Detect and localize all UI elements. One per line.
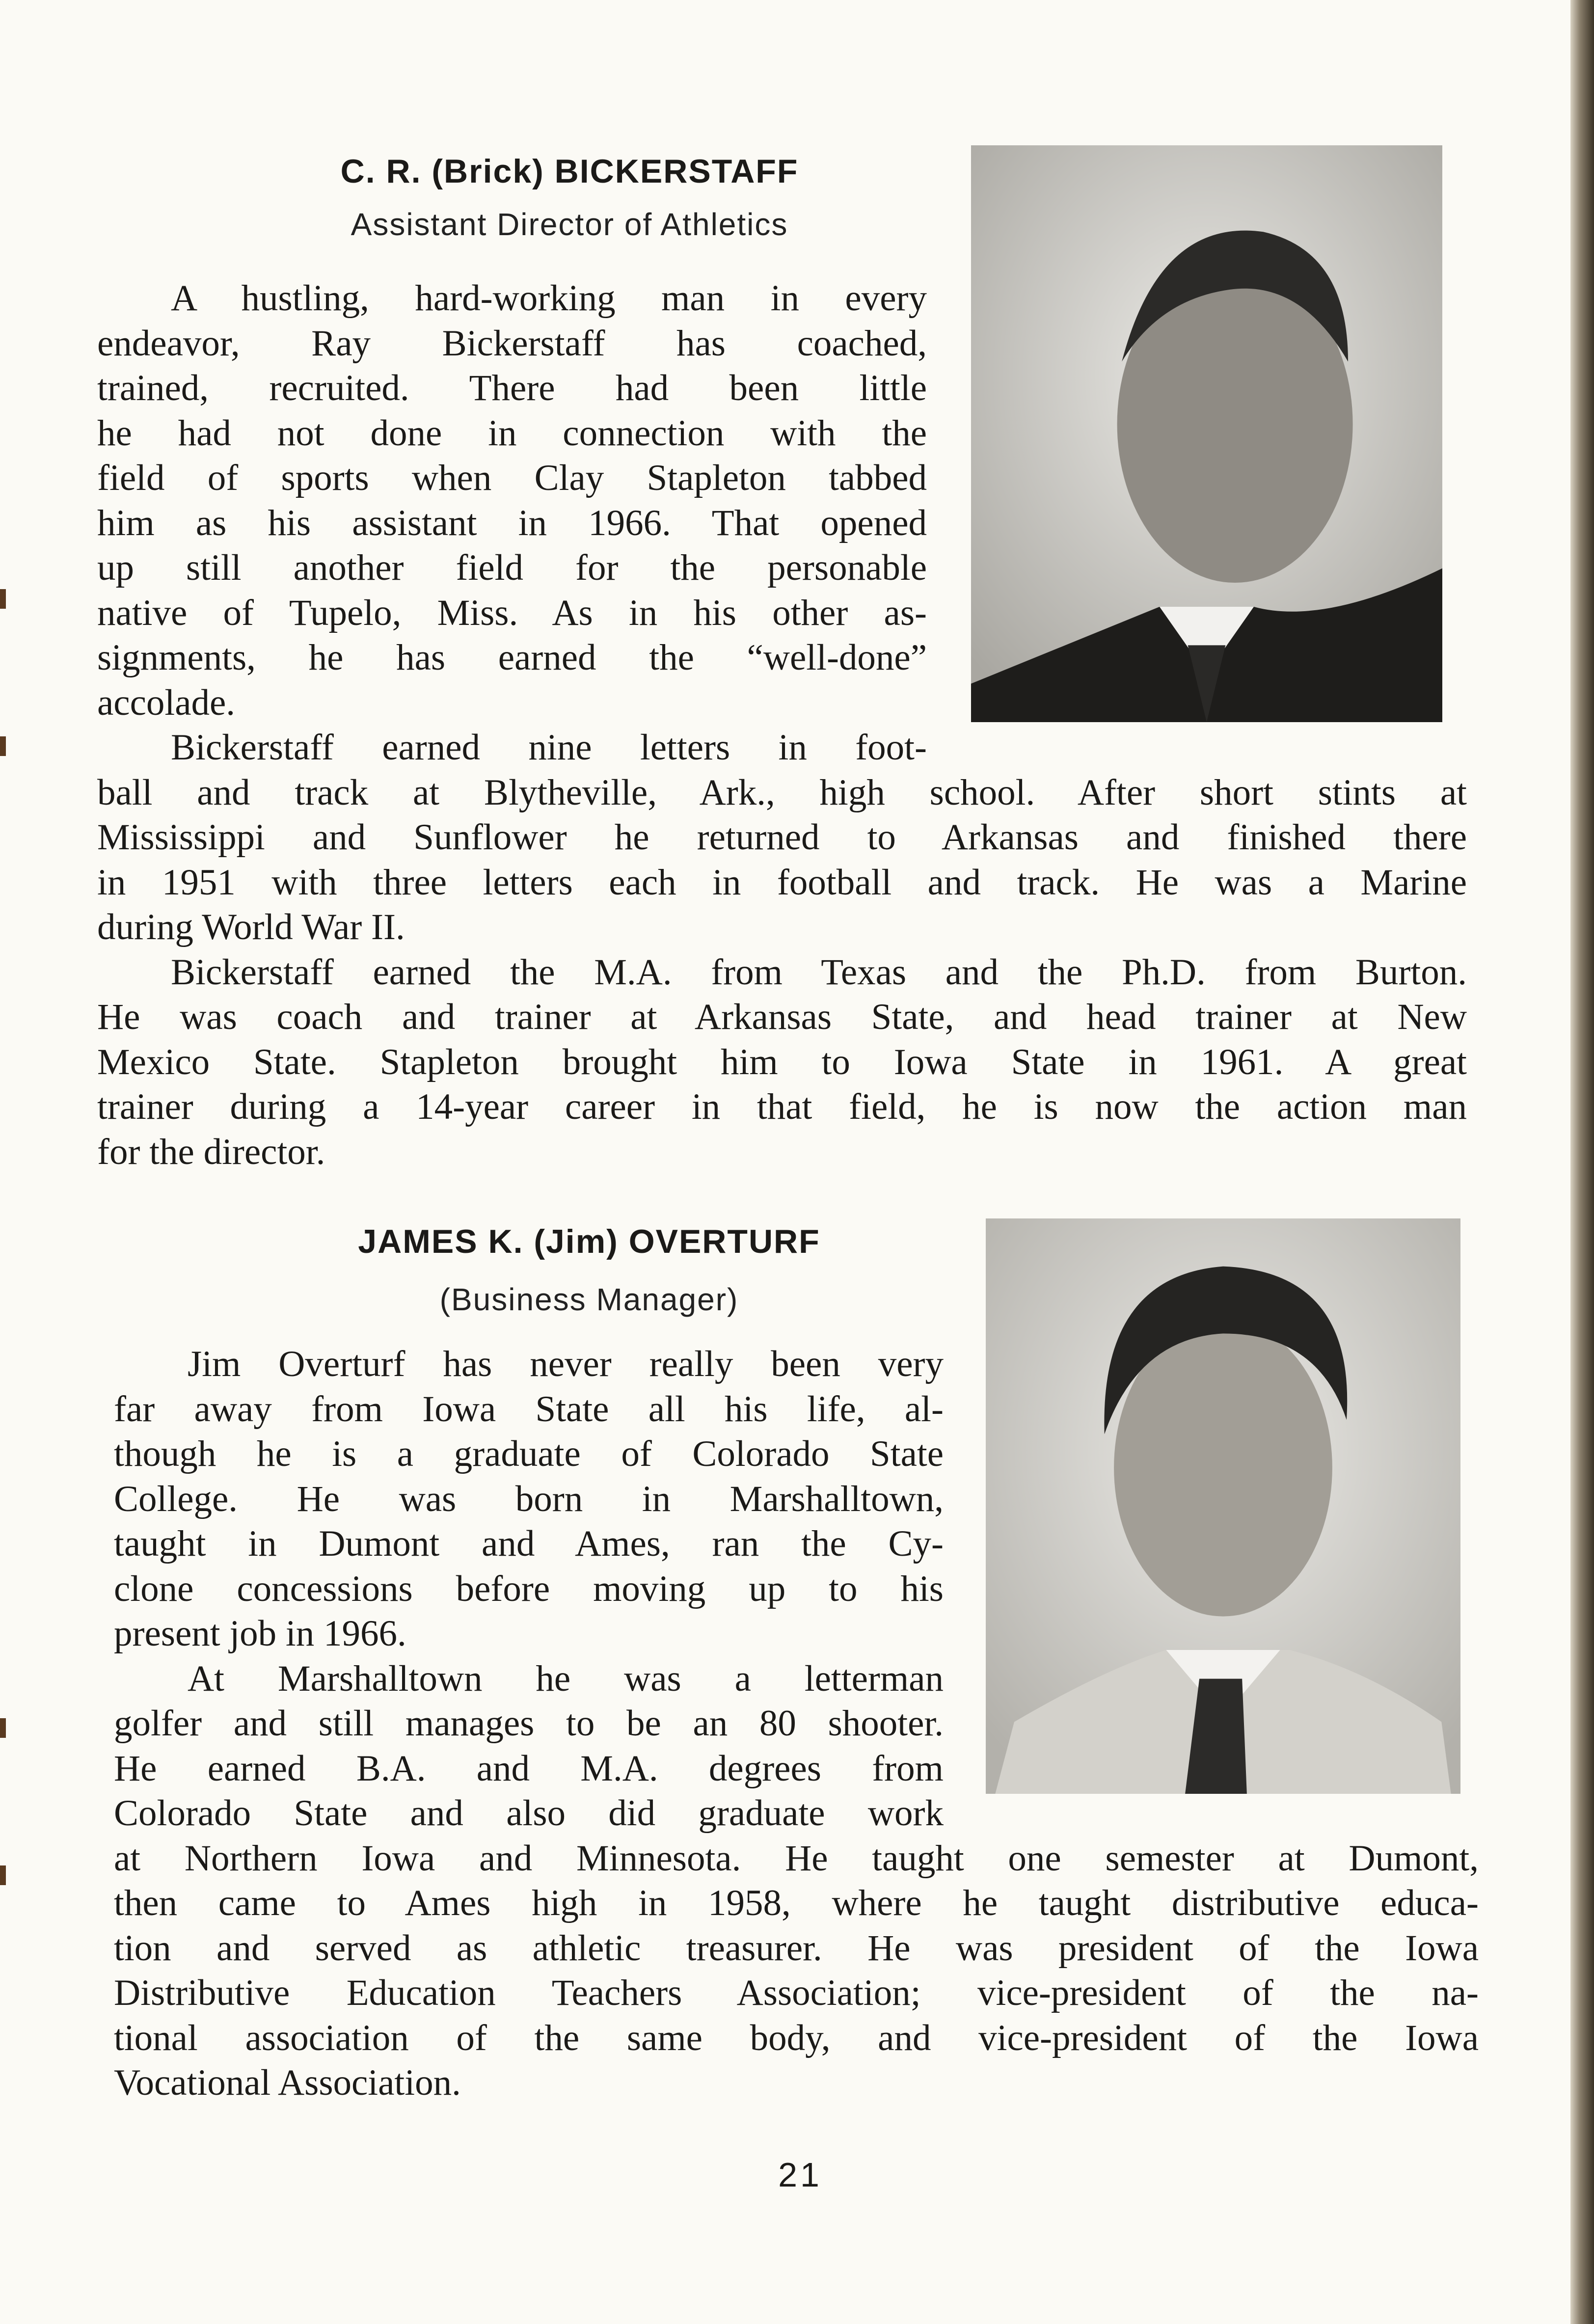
text-line: for the director.: [97, 1131, 325, 1172]
profile-title: Assistant Director of Athletics: [351, 207, 788, 242]
profile-title: (Business Manager): [439, 1282, 739, 1317]
scan-edge-mark: [0, 736, 6, 756]
profile-name: JAMES K. (Jim) OVERTURF: [358, 1223, 820, 1260]
text-line: endeavor, Ray Bickerstaff has coached,: [97, 323, 927, 364]
text-line: tional association of the same body, and vice-president of the Iowa: [114, 2017, 1479, 2058]
portrait-photo-bickerstaff: [971, 145, 1442, 722]
text-line: taught in Dumont and Ames, ran the Cy-: [114, 1523, 944, 1564]
text-line: far away from Iowa State all his life, al-: [114, 1388, 944, 1430]
scan-edge-mark: [0, 1718, 6, 1738]
text-line: accolade.: [97, 682, 236, 723]
text-line: Distributive Education Teachers Association; vice-president of the na-: [114, 1973, 1479, 2013]
text-line: during World War II.: [97, 907, 405, 947]
text-line: native of Tupelo, Miss. As in his other as-: [97, 592, 927, 633]
text-line: A hustling, hard-working man in every: [171, 278, 927, 319]
page-number: 21: [778, 2156, 822, 2194]
text-line: ball and track at Blytheville, Ark., high school. After short stints at: [97, 772, 1467, 813]
text-line: up still another field for the personable: [97, 547, 927, 588]
text-line: He was coach and trainer at Arkansas State, and head trainer at New: [97, 997, 1467, 1037]
book-binding-edge: [1570, 0, 1594, 2324]
text-line: at Northern Iowa and Minnesota. He taught one semester at Dumont,: [114, 1838, 1479, 1879]
text-line: clone concessions before moving up to his: [114, 1568, 944, 1609]
text-line: At Marshalltown he was a letterman: [188, 1658, 944, 1699]
scan-edge-mark: [0, 589, 6, 609]
text-line: field of sports when Clay Stapleton tabbed: [97, 458, 927, 498]
text-line: trained, recruited. There had been little: [97, 368, 927, 408]
text-line: Bickerstaff earned nine letters in foot-: [171, 727, 927, 768]
text-line: tion and served as athletic treasurer. He was president of the Iowa: [114, 1927, 1479, 1969]
scan-edge-mark: [0, 1865, 6, 1885]
text-line: signments, he has earned the “well-done”: [97, 637, 927, 678]
text-line: golfer and still manages to be an 80 shooter.: [114, 1703, 944, 1744]
text-line: trainer during a 14-year career in that field, he is now the action man: [97, 1086, 1467, 1127]
text-line: Mississippi and Sunflower he returned to Arkansas and finished there: [97, 817, 1467, 858]
text-line: then came to Ames high in 1958, where he taught distributive educa-: [114, 1883, 1479, 1923]
text-line: though he is a graduate of Colorado State: [114, 1433, 944, 1474]
text-line: Colorado State and also did graduate work: [114, 1793, 944, 1834]
text-line: present job in 1966.: [114, 1613, 406, 1654]
text-line: in 1951 with three letters each in football and track. He was a Marine: [97, 862, 1467, 903]
portrait-photo-overturf: [986, 1218, 1460, 1794]
text-line: Jim Overturf has never really been very: [188, 1344, 944, 1384]
text-line: him as his assistant in 1966. That opened: [97, 502, 927, 543]
text-line: He earned B.A. and M.A. degrees from: [114, 1748, 944, 1789]
text-line: Mexico State. Stapleton brought him to Iowa State in 1961. A great: [97, 1041, 1467, 1082]
text-line: College. He was born in Marshalltown,: [114, 1478, 944, 1519]
text-line: Vocational Association.: [114, 2062, 461, 2103]
text-line: Bickerstaff earned the M.A. from Texas and the Ph.D. from Burton.: [171, 951, 1467, 993]
profile-name: C. R. (Brick) BICKERSTAFF: [340, 153, 799, 190]
text-line: he had not done in connection with the: [97, 412, 927, 454]
